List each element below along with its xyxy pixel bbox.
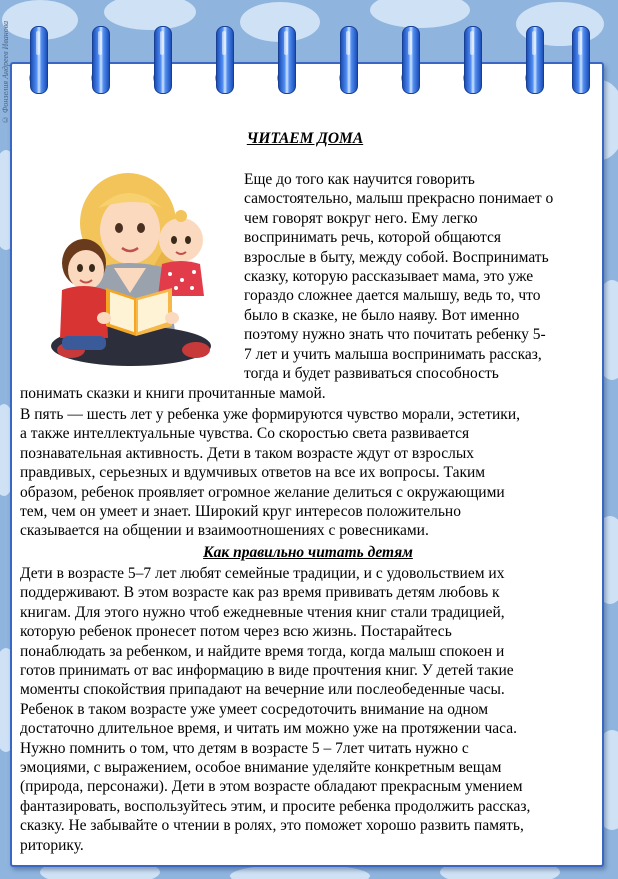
text-line: взрослые в быту, между собой. Воспринимать xyxy=(244,248,549,266)
text-line: эмоциями, с выражением, особое внимание уделяйте конкретным вещам xyxy=(20,759,502,777)
text-line: сказывается на общении и взаимоотношениях с ровесниками. xyxy=(20,522,429,540)
spiral-binding xyxy=(0,26,618,96)
text-line: гораздо сложнее дается малышу, ведь то, что xyxy=(244,287,541,305)
text-line: сказку, которую рассказывает мама, это уже xyxy=(244,268,534,286)
text-line: 7 лет и учить малыша воспринимать рассказ, xyxy=(244,345,542,363)
text-line: фантазировать, воспользуйтесь этим, и просите ребенка продолжить рассказ, xyxy=(20,797,531,815)
text-line: самостоятельно, малыш прекрасно понимает о xyxy=(244,190,554,208)
text-line: Нужно помнить о том, что детям в возрасте 5 – 7лет читать нужно с xyxy=(20,739,469,757)
text-line: В пять — шесть лет у ребенка уже формируются чувство морали, эстетики, xyxy=(20,406,521,423)
text-line: поэтому нужно знать что почитать ребенку 5- xyxy=(244,326,546,344)
page-title: ЧИТАЕМ ДОМА xyxy=(246,130,364,147)
paragraph-intro xyxy=(244,170,553,383)
text-line: моменты спокойствия припадают на вечерние или послеобеденные часы. xyxy=(20,681,505,699)
text-line: было в сказке, не было наяву. Вот именно xyxy=(244,306,520,324)
text-line: чем говорят вокруг него. Ему легко xyxy=(244,209,478,227)
text-line: познавательная активность. Дети в таком возрасте ждут от взрослых xyxy=(20,444,474,462)
section-subtitle: Как правильно читать детям xyxy=(203,544,413,561)
text-line: правдивых, серьезных и вдумчивых ответов на все их вопросы. Таким xyxy=(20,464,486,482)
text-line: готов принимать от вас информацию в виде прочтения книг. У детей такие xyxy=(20,662,514,680)
paragraph-intro-tail: понимать сказки и книги прочитанные мамой. xyxy=(20,385,326,402)
paragraph-how-to-read xyxy=(20,564,530,855)
text-line: понаблюдать за ребенком, и найдите время тогда, когда малыш спокоен и xyxy=(20,642,505,660)
watermark: © Фонзелия Андреев Иванова xyxy=(1,20,10,124)
text-line: риторику. xyxy=(20,836,84,854)
text-line: Ребенок в таком возрасте уже умеет сосредоточить внимание на одном xyxy=(20,700,489,718)
text-line: а также интеллектуальные чувства. Со скоростью света развивается xyxy=(20,425,470,443)
text-line: которую ребенок пронесет потом через всю жизнь. Постарайтесь xyxy=(20,623,452,641)
text-line: Еще до того как научится говорить xyxy=(244,171,475,188)
text-line: (природа, персонажи). Дети в этом возрасте обладают прекрасным умением xyxy=(20,778,523,796)
text-line: Дети в возрасте 5–7 лет любят семейные традиции, и с удовольствием их xyxy=(20,565,505,582)
text-line: достаточно длительное время, и читать им можно уже на протяжении часа. xyxy=(20,720,517,738)
text-line: воспринимать речь, которой общаются xyxy=(244,229,501,247)
paragraph-age-development xyxy=(20,405,520,541)
text-line: тем, чем он умеет и знает. Широкий круг интересов положительно xyxy=(20,503,461,521)
text-line: образом, ребенок проявляет огромное желание делиться с окружающими xyxy=(20,483,505,501)
text-line: сказку. Не забывайте о чтении в ролях, это поможет хорошо развить память, xyxy=(20,817,524,835)
mother-reading-icon xyxy=(36,168,224,374)
text-line: книгам. Для этого нужно чтоб ежедневные чтения книг стали традицией, xyxy=(20,603,505,621)
text-line: поддерживают. В этом возрасте как раз время прививать детям любовь к xyxy=(20,584,500,602)
text-line: тогда и будет развиваться способность xyxy=(244,365,499,383)
